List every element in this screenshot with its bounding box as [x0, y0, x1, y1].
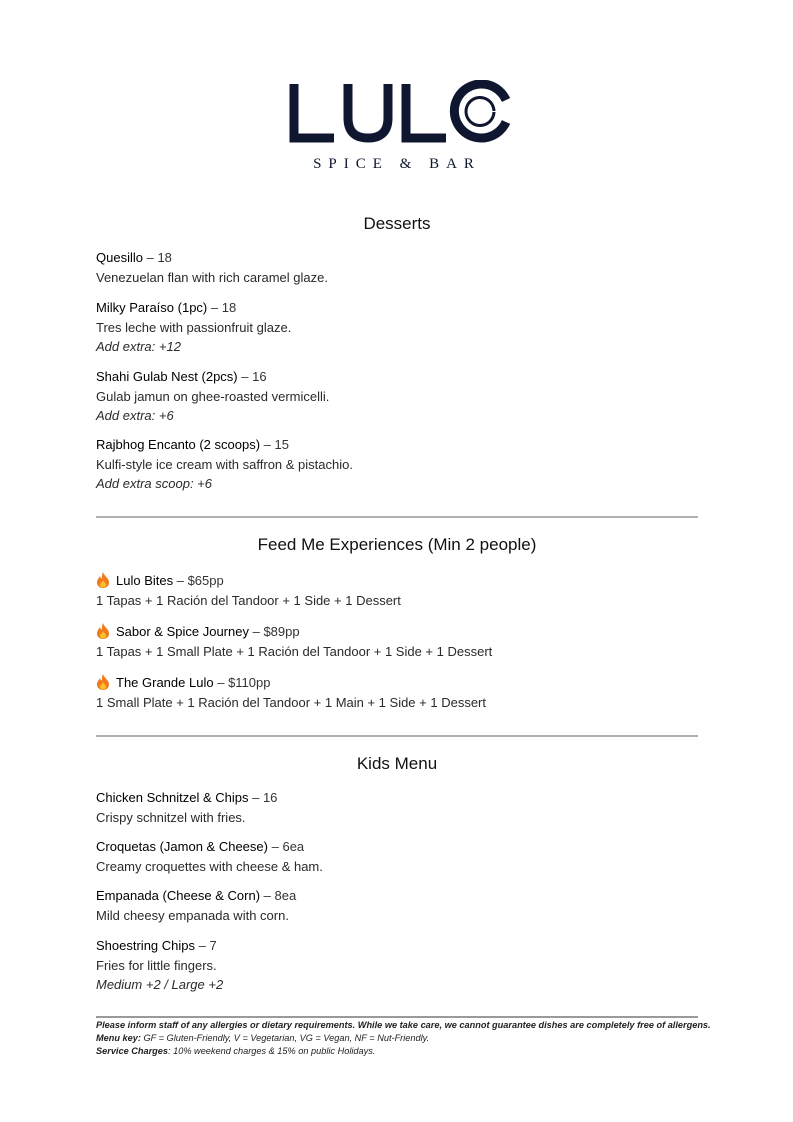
service-charges-label: Service Charges	[96, 1046, 169, 1056]
item-price: 6ea	[282, 839, 305, 854]
item-dash: –	[263, 437, 271, 452]
menu-key-label: Menu key:	[96, 1033, 141, 1043]
section-divider	[96, 516, 698, 518]
menu-item	[96, 837, 698, 876]
menu-item	[96, 788, 698, 827]
menu-item	[96, 936, 698, 995]
menu-item	[96, 622, 698, 661]
fire-icon	[96, 674, 110, 690]
item-description: 1 Tapas + 1 Small Plate + 1 Ración del Tandoor + 1 Side + 1 Dessert	[96, 643, 493, 659]
desserts-title: Desserts	[363, 214, 431, 233]
menu-key	[96, 1032, 716, 1045]
item-name: Croquetas (Jamon & Cheese)	[96, 839, 268, 854]
item-dash: –	[217, 675, 225, 690]
item-description: Venezuelan flan with rich caramel glaze.	[96, 269, 328, 285]
menu-item	[96, 435, 698, 494]
item-price: $65pp	[187, 573, 224, 588]
item-dash: –	[198, 938, 206, 953]
item-name: Shahi Gulab Nest (2pcs)	[96, 369, 238, 384]
footer-divider	[96, 1016, 698, 1018]
item-price: 15	[274, 437, 289, 452]
service-charges-text: : 10% weekend charges & 15% on public Holidays.	[168, 1046, 376, 1056]
lulo-logo-mark	[282, 80, 512, 172]
item-description: Crispy schnitzel with fries.	[96, 809, 246, 825]
item-dash: –	[271, 839, 279, 854]
item-price: 16	[252, 369, 267, 384]
item-name: Lulo Bites	[116, 573, 174, 588]
item-name: The Grande Lulo	[116, 675, 214, 690]
item-price: 18	[157, 250, 172, 265]
item-name: Chicken Schnitzel & Chips	[96, 790, 249, 805]
item-description: 1 Tapas + 1 Ración del Tandoor + 1 Side + 1 Dessert	[96, 592, 401, 608]
item-extra: Add extra: +6	[96, 408, 174, 423]
allergy-note-text: Please inform staff of any allergies or dietary requirements. While we take care, we cannot guarantee dishes are completely free of allergens.	[96, 1020, 711, 1030]
item-description: Mild cheesy empanada with corn.	[96, 907, 289, 923]
item-dash: –	[252, 624, 260, 639]
fire-icon	[96, 623, 110, 639]
menu-item	[96, 367, 698, 426]
menu-key-text: GF = Gluten-Friendly, V = Vegetarian, VG = Vegan, NF = Nut-Friendly.	[140, 1033, 430, 1043]
item-price: 7	[209, 938, 217, 953]
item-name: Sabor & Spice Journey	[116, 624, 249, 639]
item-price: 18	[221, 300, 237, 315]
item-dash: –	[252, 790, 260, 805]
brand-logo	[0, 80, 793, 172]
item-description: Kulfi-style ice cream with saffron & pistachio.	[96, 456, 353, 472]
footer-notes	[96, 1019, 716, 1058]
item-dash: –	[210, 300, 219, 315]
kids-menu-title: Kids Menu	[356, 754, 438, 773]
item-description: Fries for little fingers.	[96, 957, 217, 973]
item-name: Milky Paraíso (1pc)	[96, 300, 208, 315]
item-name: Quesillo	[96, 250, 143, 265]
item-description: Gulab jamun on ghee-roasted vermicelli.	[96, 388, 330, 404]
item-description: 1 Small Plate + 1 Ración del Tandoor + 1 Main + 1 Side + 1 Dessert	[96, 694, 486, 710]
item-extra: Add extra scoop: +6	[96, 476, 212, 491]
fire-icon	[96, 572, 110, 588]
item-name: Shoestring Chips	[96, 938, 195, 953]
menu-item	[96, 248, 698, 287]
item-name: Empanada (Cheese & Corn)	[96, 888, 261, 903]
item-dash: –	[241, 369, 249, 384]
item-price: $110pp	[228, 675, 271, 690]
feed-me-title: Feed Me Experiences (Min 2 people)	[257, 535, 537, 554]
item-description: Tres leche with passionfruit glaze.	[96, 319, 292, 335]
section-divider	[96, 735, 698, 737]
service-charges	[96, 1045, 716, 1058]
item-name: Rajbhog Encanto (2 scoops)	[96, 437, 261, 452]
item-dash: –	[263, 888, 271, 903]
logo-tagline: SPICE & BAR	[312, 156, 481, 172]
menu-item	[96, 571, 698, 610]
item-dash: –	[176, 573, 184, 588]
item-dash: –	[146, 250, 154, 265]
item-price: 16	[262, 790, 278, 805]
item-extra: Add extra: +12	[96, 339, 181, 354]
item-price: $89pp	[263, 624, 300, 639]
item-price: 8ea	[274, 888, 297, 903]
menu-item	[96, 298, 698, 357]
item-description: Creamy croquettes with cheese & ham.	[96, 858, 323, 874]
allergy-note	[96, 1019, 716, 1032]
item-extra: Medium +2 / Large +2	[96, 977, 224, 992]
menu-item	[96, 673, 698, 712]
menu-item	[96, 886, 698, 925]
